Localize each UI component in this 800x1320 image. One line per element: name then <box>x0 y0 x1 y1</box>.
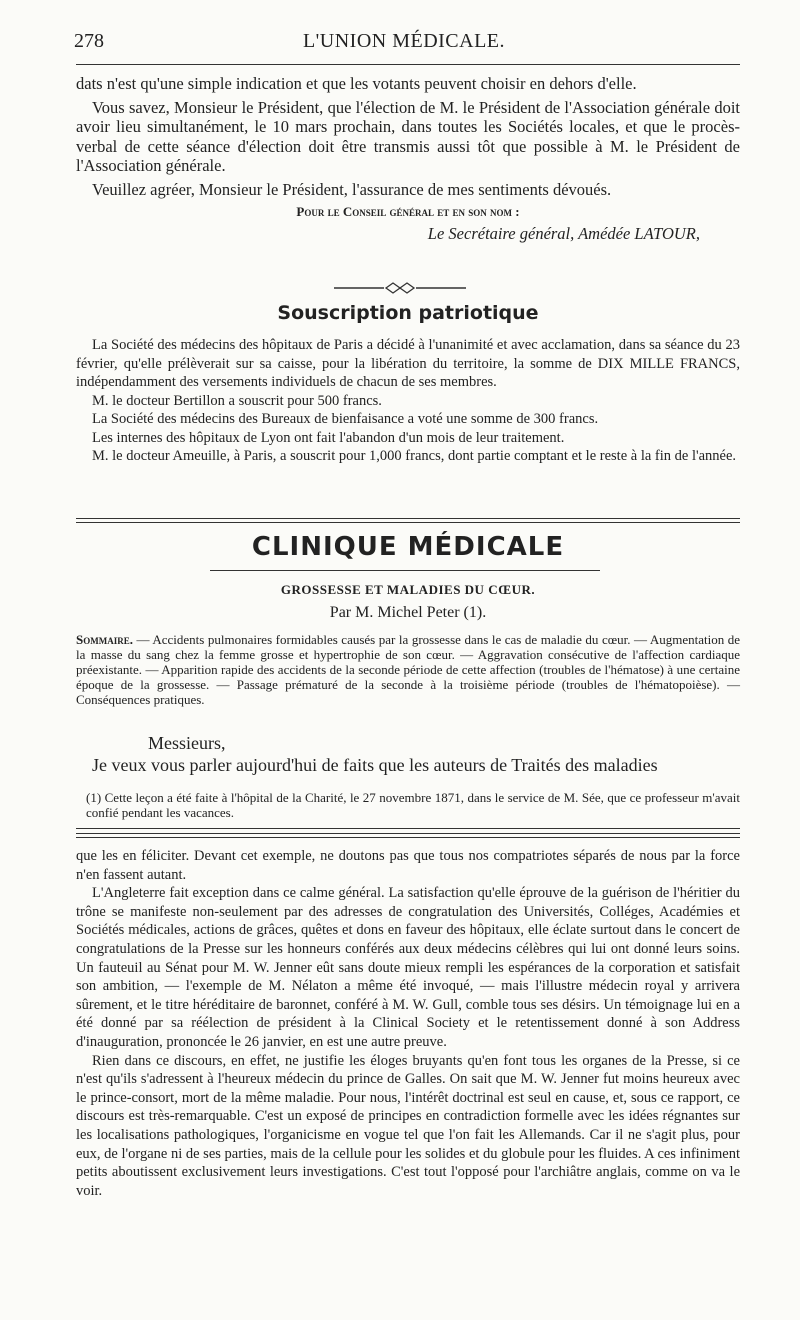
souscription-paragraph: La Société des médecins des hôpitaux de Paris a décidé à l'unanimité et avec acclamation, dans sa séance du 23 février, qu'elle prélèverait sur sa caisse, pour la libération du territoire, la somme de DIX MILLE FRANCS, indépendamment des versements individuels de chacun de ses membres. <box>76 337 740 390</box>
opening-line: Je veux vous parler aujourd'hui de faits que les auteurs de Traités des maladies <box>92 755 658 775</box>
letter-paragraph: Vous savez, Monsieur le Président, que l'élection de M. le Président de l'Association générale doit avoir lieu simultanément, le 10 mars prochain, dans toutes les Sociétés locales, et que le procès-verbal de cette séance d'élection doit être transmis aussi tôt que possible à M. le Président de l'Association générale. <box>76 97 740 175</box>
footnote <box>76 790 740 820</box>
letter-paragraph: Veuillez agréer, Monsieur le Président, l'assurance de mes sentiments dévoués. <box>92 179 612 199</box>
sommaire-text: — Accidents pulmonaires formidables causés par la grossesse dans le cas de maladie du cœur. — Augmentation de la masse du sang chez la femme grosse et hypertrophie de son cœur. — Aggravation consécutive de l'affection cardiaque préexistante. — Apparition rapide des accidents de la seconde période de cette affection (troubles de l'hématose) à une certaine époque de la grossesse. — Passage prématuré de la seconde à la troisième période (troubles de l'hématopoièse). — Conséquences pratiques. <box>76 632 741 707</box>
signature: Le Secrétaire général, Amédée LATOUR, <box>427 223 700 243</box>
sommaire <box>76 632 740 707</box>
souscription-paragraph: La Société des médecins des Bureaux de bienfaisance a voté une somme de 300 francs. <box>92 411 599 427</box>
header-rule <box>76 64 740 65</box>
feuilleton-paragraph: L'Angleterre fait exception dans ce calme général. La satisfaction qu'elle éprouve de la guérison de l'héritier du trône se manifeste non-seulement par des adresses de congratulation des Universités, Colléges, Académies et Sociétés médicales, actions de grâces, quêtes et dons en faveur des hôpitaux, elle éclate surtout dans le concert de congratulations de la Presse sur les honneurs conférés aux deux médecins célèbres qui lui ont donné leurs soins. Un fauteuil au Sénat pour M. W. Jenner eût sans doute mieux rempli les espérances de la corporation et satisfait son ambition, — l'exemple de M. Nélaton a même été invoqué, — mais l'illustre médecin royal y arrivera sûrement, et le titre héréditaire de baronnet, conféré à M. W. Gull, comble tous ses désirs. Un témoignage lui en a été donné par sa réélection de président à la Clinical Society et le retentissement donné à son Address d'inauguration, prononcée le 26 janvier, en est une autre preuve. <box>76 885 740 1050</box>
article-opening <box>76 732 740 776</box>
section-rule <box>76 518 740 519</box>
letter-paragraph: dats n'est qu'une simple indication et que les votants peuvent choisir en dehors d'elle. <box>76 74 637 93</box>
journal-title: L'UNION MÉDICALE. <box>302 30 506 52</box>
souscription-section <box>76 336 740 466</box>
article-author: Par M. Michel Peter (1). <box>329 604 487 621</box>
letter-section <box>76 74 740 243</box>
article-subtitle: GROSSESSE ET MALADIES DU CŒUR. <box>280 582 536 597</box>
souscription-paragraph: M. le docteur Ameuille, à Paris, a souscrit pour 1,000 francs, dont partie comptant et le reste à la fin de l'année. <box>92 448 737 464</box>
souscription-heading: Souscription patriotique <box>277 302 539 324</box>
feuilleton-paragraph: Rien dans ce discours, en effet, ne justifie les éloges bruyants qu'en font tous les organes de la Presse, si ce n'est qu'ils s'adressent à l'heureux médecin du prince de Galles. On sait que M. W. Jenner fut moins heureux avec le prince-consort, mort de la même maladie. Pour nous, l'intérêt doctrinal est seul en cause, et, sous ce rapport, ce discours est très-remarquable. C'est un exposé de principes en contradiction formelle avec les idées régnantes sur les localisations pathologiques, l'organicisme en vogue tel que l'on fait les Allemands. Car il ne s'agit plus, pour eux, de l'organe ni de ses parties, mais de la cellule pour les solides et du globule pour les fluides. A ces infiniment petits aboutissent exclusivement leurs investigations. C'est tout l'opposé pour l'archiâtre anglais, comme on va le voir. <box>76 1052 740 1199</box>
signoff-line: Pour le Conseil général et en son nom : <box>296 204 520 219</box>
clinique-heading: CLINIQUE MÉDICALE <box>251 532 565 562</box>
feuilleton-rule <box>76 828 740 829</box>
feuilleton-rule <box>76 837 740 838</box>
section-rule <box>76 522 740 523</box>
heading-underline <box>210 570 600 571</box>
page-number: 278 <box>74 30 104 52</box>
salutation: Messieurs, <box>148 733 226 753</box>
ornament-divider <box>330 280 470 296</box>
footnote-text: (1) Cette leçon a été faite à l'hôpital de la Charité, le 27 novembre 1871, dans le service de M. Sée, que ce professeur m'avait confié pendant les vacances. <box>86 790 740 820</box>
feuilleton-paragraph: que les en féliciter. Devant cet exemple, ne doutons pas que tous nos compatriotes séparés de nous par la force n'en fassent autant. <box>76 848 740 883</box>
feuilleton-section <box>76 847 740 1200</box>
sommaire-label: Sommaire. <box>76 632 133 647</box>
page-header <box>70 26 738 56</box>
feuilleton-rule <box>76 833 740 834</box>
souscription-paragraph: M. le docteur Bertillon a souscrit pour 500 francs. <box>92 392 382 409</box>
souscription-paragraph: Les internes des hôpitaux de Lyon ont fait l'abandon d'un mois de leur traitement. <box>92 429 565 446</box>
